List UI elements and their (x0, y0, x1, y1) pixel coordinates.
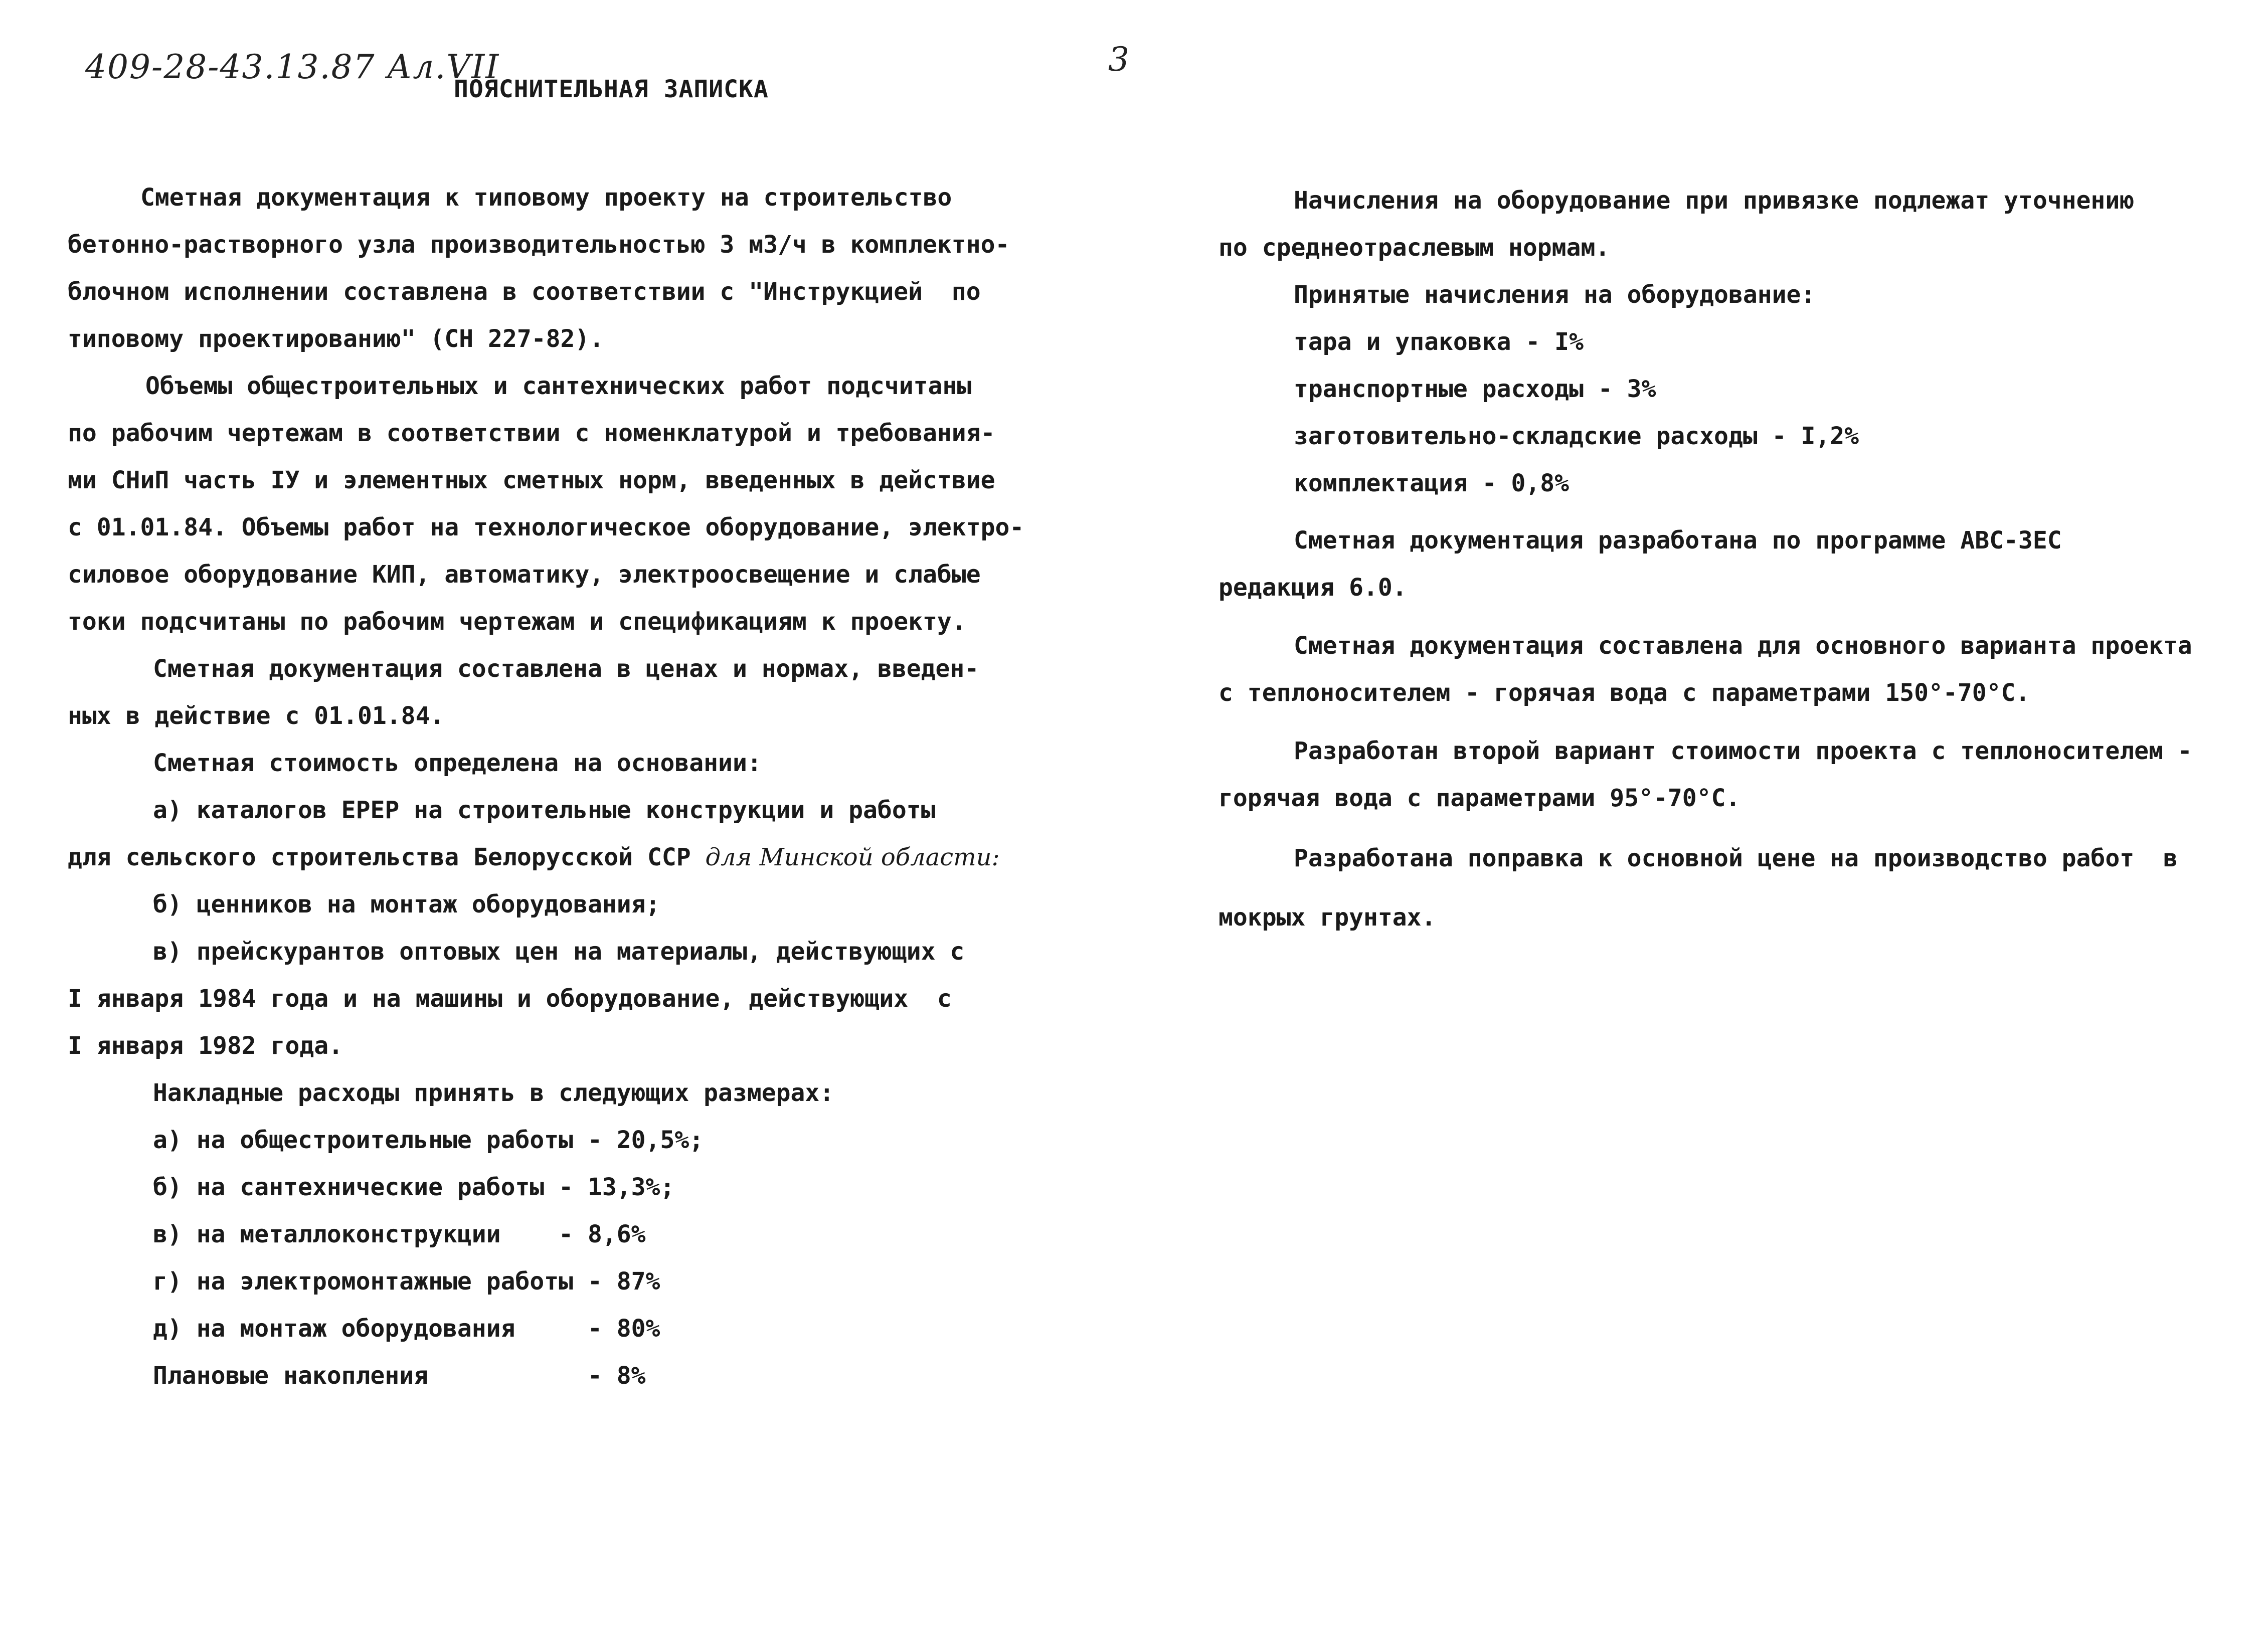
text-line: токи подсчитаны по рабочим чертежам и спецификациям к проекту. (68, 608, 966, 636)
text-line: Разработана поправка к основной цене на производство работ в (1294, 844, 2178, 872)
text-line: мокрых грунтах. (1219, 903, 1436, 932)
text-line: тара и упаковка - I% (1294, 328, 1584, 356)
text-line: блочном исполнении составлена в соответствии с "Инструкцией по (68, 278, 981, 306)
text-line: по среднеотраслевым нормам. (1219, 234, 1610, 262)
text-line: г) на электромонтажные работы - 87% (153, 1267, 660, 1296)
text-line: ми СНиП часть IУ и элементных сметных норм, введенных в действие (68, 466, 995, 494)
text-line: силовое оборудование КИП, автоматику, электроосвещение и слабые (68, 561, 981, 589)
text-line: бетонно-растворного узла производительностью 3 м3/ч в комплектно- (68, 231, 1010, 259)
text-line: по рабочим чертежам в соответствии с номенклатурой и требования- (68, 419, 995, 447)
text-line: заготовительно-складские расходы - I,2% (1294, 422, 1859, 450)
text-line: Принятые начисления на оборудование: (1294, 281, 1816, 309)
text-line: Сметная документация составлена в ценах и нормах, введен- (153, 655, 979, 683)
text-line-printed: для сельского строительства Белорусской ССР (68, 843, 691, 871)
text-line: ных в действие с 01.01.84. (68, 702, 445, 730)
text-line: б) на сантехнические работы - 13,3%; (153, 1173, 675, 1201)
text-line: транспортные расходы - 3% (1294, 375, 1656, 403)
text-line: Накладные расходы принять в следующих размерах: (153, 1079, 834, 1107)
text-line: Сметная документация разработана по программе АВС-3ЕС (1294, 526, 2062, 555)
text-line: д) на монтаж оборудования - 80% (153, 1315, 660, 1343)
text-line: Сметная стоимость определена на основании: (153, 749, 762, 777)
text-line: I января 1984 года и на машины и оборудование, действующих с (68, 985, 952, 1013)
text-line: а) на общестроительные работы - 20,5%; (153, 1126, 704, 1154)
text-line: в) прейскурантов оптовых цен на материалы, действующих с (153, 938, 965, 966)
text-line: Плановые накопления - 8% (153, 1362, 646, 1390)
text-line: Объемы общестроительных и сантехнических работ подсчитаны (145, 372, 972, 400)
handwritten-insert: для Минской области: (705, 843, 1000, 871)
text-line: с теплоносителем - горячая вода с параметрами 150°-70°С. (1219, 679, 2030, 707)
text-line: I января 1982 года. (68, 1032, 343, 1060)
text-line: комплектация - 0,8% (1294, 469, 1570, 497)
text-line: а) каталогов ЕРЕР на строительные конструкции и работы (153, 796, 936, 824)
text-line: Разработан второй вариант стоимости проекта с теплоносителем - (1294, 737, 2192, 765)
text-line (68, 842, 1000, 872)
text-line: с 01.01.84. Объемы работ на технологическое оборудование, электро- (68, 513, 1024, 541)
text-line: в) на металлоконструкции - 8,6% (153, 1220, 646, 1248)
text-line: редакция 6.0. (1219, 574, 1407, 602)
text-line: Начисления на оборудование при привязке подлежат уточнению (1294, 187, 2135, 215)
text-line: типовому проектированию" (СН 227-82). (68, 325, 604, 353)
text-line: Сметная документация к типовому проекту на строительство (140, 183, 952, 212)
text-line: б) ценников на монтаж оборудования; (153, 890, 660, 919)
text-line: Сметная документация составлена для основного варианта проекта (1294, 632, 2192, 660)
page-title: ПОЯСНИТЕЛЬНАЯ ЗАПИСКА (454, 75, 769, 103)
text-line: горячая вода с параметрами 95°-70°С. (1219, 784, 1741, 812)
page-number: 3 (1108, 40, 1129, 79)
document-code: 409-28-43.13.87 Ал.VII (85, 48, 500, 86)
